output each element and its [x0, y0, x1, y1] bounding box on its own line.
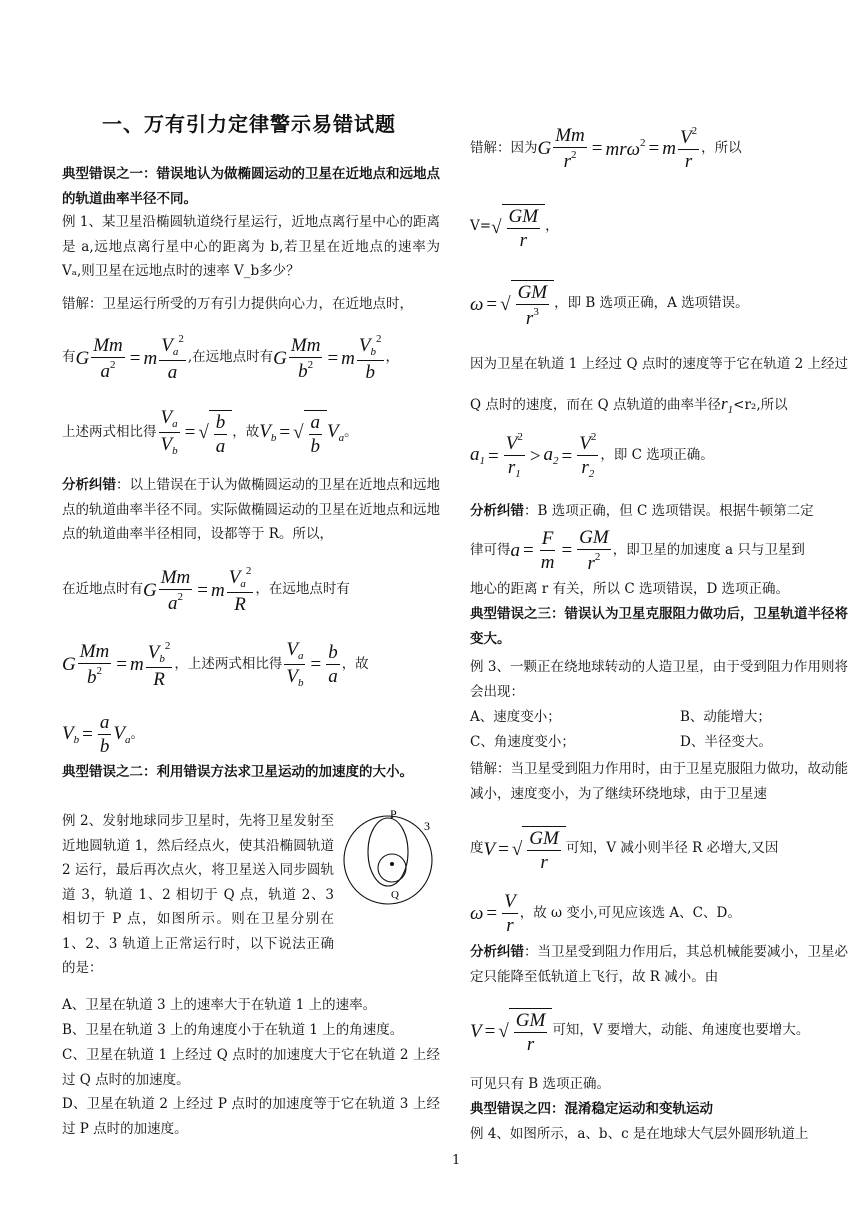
option-b: B、卫星在轨道 3 上的角速度小于在轨道 1 上的角速度。 — [62, 1022, 404, 1038]
option-d: D、卫星在轨道 2 上经过 P 点时的加速度等于它在轨道 3 上经过 P 点时的加速度。 — [62, 1096, 440, 1137]
e3-option-c: C、角速度变小； — [470, 734, 575, 750]
e3-option-a: A、速度变小； — [470, 709, 561, 725]
example-1-wrong-solution: 错解：卫星运行所受的万有引力提供向心力，在近地点时， — [62, 296, 413, 312]
r-equation-accel: $a_1$ = $\frac{V^2}{r_1}$ > $a_2$ = $\frac{V^2}{r_2}$ ，即 C 选项正确。 — [470, 431, 714, 480]
r-equation-v: V= √ $\frac{GM}{r}$ ， — [470, 206, 559, 251]
equation-far-correct: G $\frac{Mm}{b^2}$ = m $\frac{V_b^2}{R}$ ，上述两式相比得 $\frac{V_a}{V_b}$ = $\frac{b}{a}$ ，故 — [62, 639, 369, 690]
option-a: A、卫星在轨道 3 上的速率大于在轨道 1 上的速率。 — [62, 997, 377, 1013]
orbit-2-ellipse — [368, 818, 408, 886]
error-4-heading: 典型错误之四：混淆稳定运动和变轨运动 — [470, 1101, 713, 1117]
equation-near-far: 有 G $\frac{Mm}{a^2}$ = m $\frac{V_a^2}{a}$ ,在远地点时有 G $\frac{Mm}{b^2}$ = m $\frac{V_b^2}{b}$ ， — [62, 333, 400, 383]
orbit-3-circle — [344, 816, 432, 904]
r-equation-gravity: 错解：因为 G $\frac{Mm}{r^2}$ = mrω$^2$ = m $\frac{V^2}{r}$ ，所以 — [470, 125, 742, 172]
option-c: C、卫星在轨道 1 上经过 Q 点时的加速度大于它在轨道 2 上经过 Q 点时的加速度。 — [62, 1047, 440, 1088]
error-1-heading: 典型错误之一：错误地认为做椭圆运动的卫星在近地点和远地点的轨道曲率半径不同。 — [62, 166, 440, 207]
equation-ratio-wrong: 上述两式相比得 $\frac{V_a}{V_b}$ = √ $\frac{b}{a}$ ，故 $V_b$ = √ $\frac{a}{b}$ $V_a$ 。 — [62, 407, 358, 457]
r-analysis-2: 分析纠错：B 选项正确，但 C 选项错误。根据牛顿第二定 — [470, 503, 814, 519]
e3-option-d: D、半径变大。 — [680, 734, 772, 750]
equation-result: $V_b$ = $\frac{a}{b}$ $V_a$ 。 — [62, 712, 144, 757]
r-equation-omega: ω = √ $\frac{GM}{r^3}$ ，即 B 选项正确，A 选项错误。 — [470, 282, 749, 329]
earth-dot — [390, 862, 394, 866]
e3-equation-v: 度 V = √ $\frac{GM}{r}$ 可知，V 减小则半径 R 必增大,又因 — [470, 828, 779, 873]
label-3: 3 — [424, 819, 430, 833]
error-2-heading: 典型错误之二：利用错误方法求卫星运动的加速度的大小。 — [62, 764, 413, 780]
e3-conclusion: 可见只有 B 选项正确。 — [470, 1076, 611, 1092]
orbit-1-circle — [378, 854, 406, 882]
e3-equation-omega: ω = $\frac{V}{r}$ ，故 ω 变小,可见应该选 A、C、D。 — [470, 891, 741, 936]
e3-option-b: B、动能增大； — [680, 709, 771, 725]
page-number: 1 — [452, 1153, 461, 1168]
label-q: Q — [391, 889, 399, 901]
example-1-question: 例 1、某卫星沿椭圆轨道绕行星运行，近地点离行星中心的距离是 a,远地点离行星中心的距离为 b,若卫星在近地点的速率为 Vₐ,则卫星在远地点时的速率 V_b多少？ — [62, 214, 440, 279]
label-p: P — [390, 808, 397, 821]
e3-equation-v2: V = √ $\frac{GM}{r}$ 可知，V 要增大，动能、角速度也要增大。 — [470, 1010, 810, 1055]
orbit-diagram — [342, 808, 438, 912]
r-analysis-2-end: 地心的距离 r 有关，所以 C 选项错误，D 选项正确。 — [470, 581, 790, 597]
example-3-wrong: 错解：当卫星受到阻力作用时，由于卫星克服阻力做功，故动能减小，速度变小，为了继续环绕地球，由于卫星速 — [470, 761, 848, 802]
example-3-question: 例 3、一颗正在绕地球转动的人造卫星，由于受到阻力作用则将会出现： — [470, 659, 848, 700]
example-4-question: 例 4、如图所示，a、b、c 是在地球大气层外圆形轨道上 — [470, 1126, 809, 1142]
page-title: 一、万有引力定律警示易错试题 — [102, 112, 396, 136]
analysis-1: 分析纠错：以上错误在于认为做椭圆运动的卫星在近地点和远地点的轨道曲率半径不同。实际做椭圆运动的卫星在近地点和远地点的轨道曲率半径相同，设都等于 R。所以， — [62, 477, 440, 542]
error-3-heading: 典型错误之三：错误认为卫星克服阻力做功后，卫星轨道半径将变大。 — [470, 606, 848, 647]
r-paragraph-speed: 因为卫星在轨道 1 上经过 Q 点时的速度等于它在轨道 2 上经过 Q 点时的速度，而在 Q 点轨道的曲率半径$r_1<r_2$,所以 — [470, 356, 848, 416]
example-2-question: 例 2、发射地球同步卫星时，先将卫星发射至近地圆轨道 1，然后经点火，使其沿椭圆轨道 2 运行，最后再次点火，将卫星送入同步圆轨道 3，轨道 1、2 相切于 Q 点，轨道 2、3 相切于 P 点，如图所示。则在卫星分别在 1、2、3 轨道上正常运行时，以下说法正确的是： — [62, 813, 334, 976]
equation-near-correct: 在近地点时有 G $\frac{Mm}{a^2}$ = m $\frac{V_a^2}{R}$ ，在远地点时有 — [62, 565, 350, 615]
r-equation-newton: 律可得 a = $\frac{F}{m}$ = $\frac{GM}{r^2}$ ，即卫星的加速度 a 只与卫星到 — [470, 527, 805, 574]
analysis-3: 分析纠错：当卫星受到阻力作用后，其总机械能要减小，卫星必定只能降至低轨道上飞行，故 R 减小。由 — [470, 944, 848, 985]
